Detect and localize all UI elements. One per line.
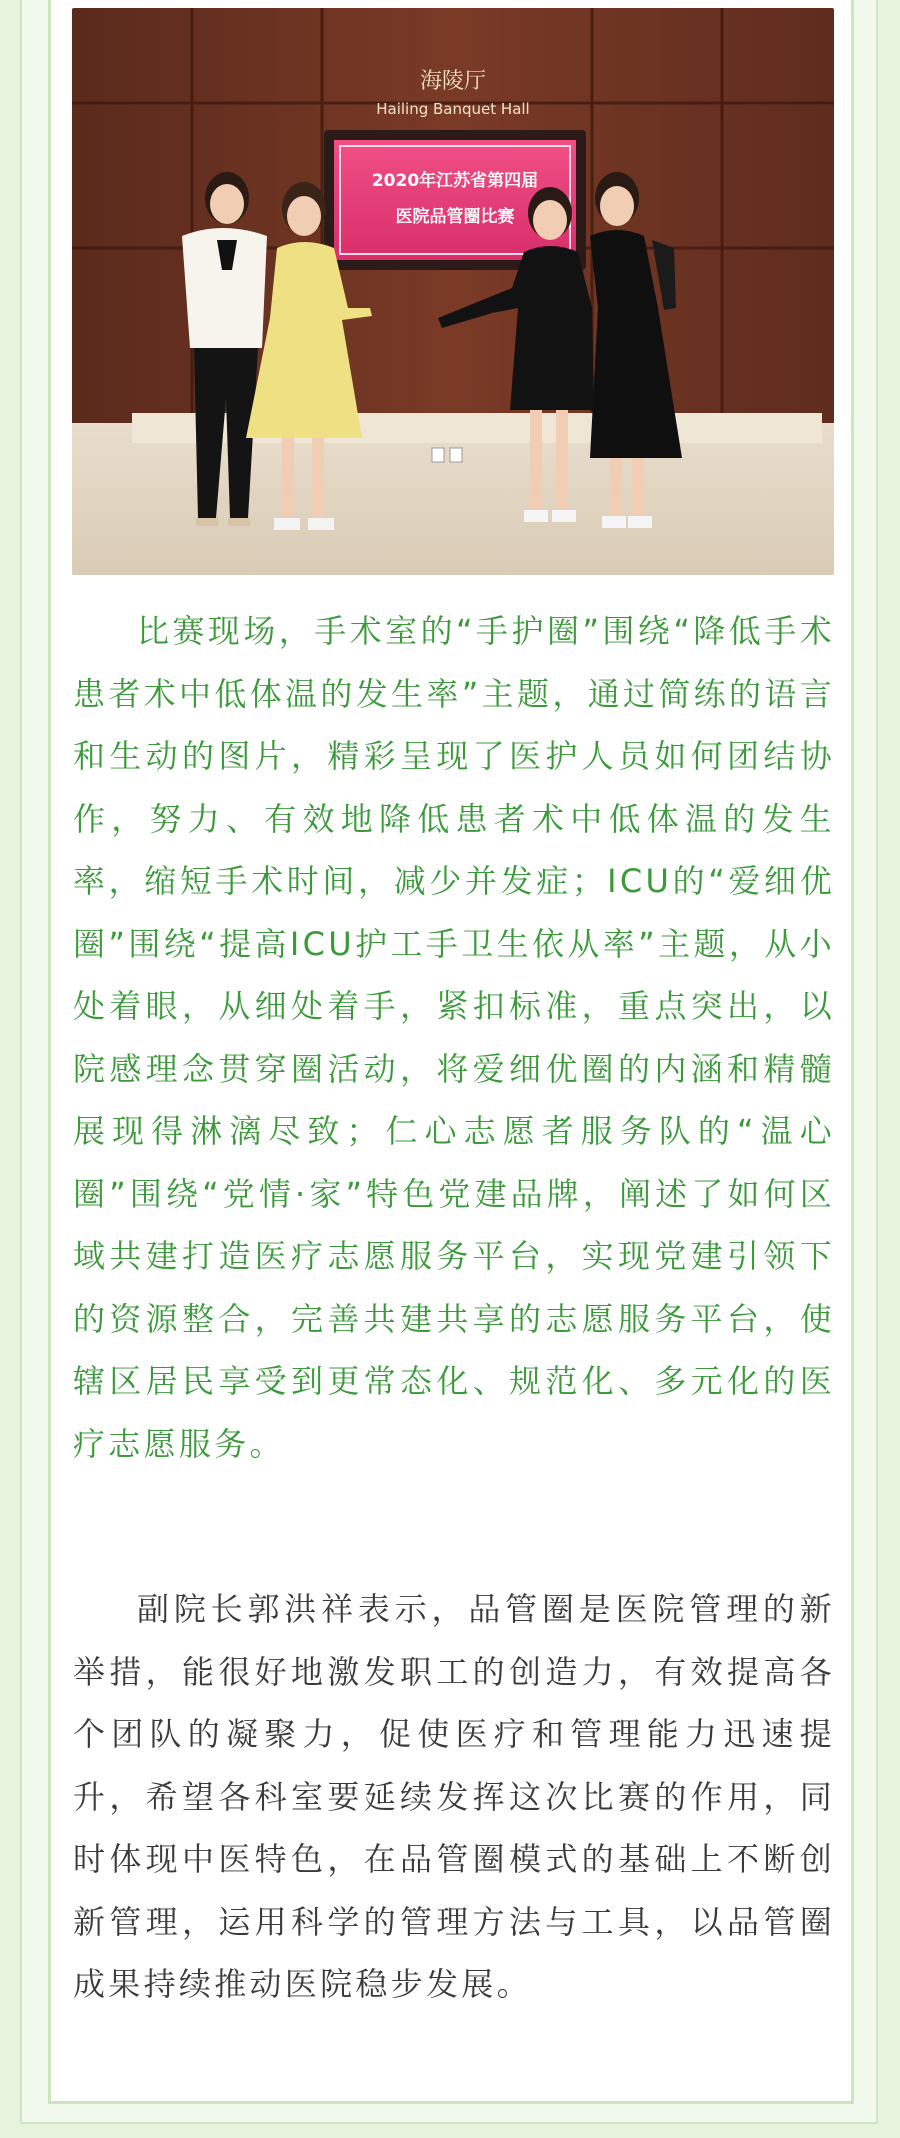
- banner-line-2: 医院品管圈比赛: [395, 207, 515, 227]
- banner-line-1: 2020年江苏省第四届: [371, 171, 539, 191]
- vice-president-paragraph: 副院长郭洪祥表示，品管圈是医院管理的新举措，能很好地激发职工的创造力，有效提高各个团队的凝聚力，促使医疗和管理能力迅速提升，希望各科室要延续发挥这次比赛的作用，同时体现中医特色，在品管圈模式的基础上不断创新管理，运用科学的管理方法与工具，以品管圈成果持续推动医院稳步发展。: [73, 1590, 835, 2003]
- event-photo: [72, 8, 834, 575]
- competition-paragraph: 比赛现场，手术室的“手护圈”围绕“降低手术患者术中低体温的发生率”主题，通过简练的语言和生动的图片，精彩呈现了医护人员如何团结协作，努力、有效地降低患者术中低体温的发生率，缩短手术时间，减少并发症；ICU的“爱细优圈”围绕“提高ICU护工手卫生依从率”主题，从小处着眼，从细处着手，紧扣标准，重点突出，以院感理念贯穿圈活动，将爱细优圈的内涵和精髓展现得淋漓尽致；仁心志愿者服务队的“温心圈”围绕“党情·家”特色党建品牌，阐述了如何区域共建打造医疗志愿服务平台，实现党建引领下的资源整合，完善共建共享的志愿服务平台，使辖区居民享受到更常态化、规范化、多元化的医疗志愿服务。: [73, 612, 835, 1463]
- hall-name-cn: 海陵厅: [419, 69, 487, 94]
- hall-name-en: Hailing Banquet Hall: [376, 100, 530, 118]
